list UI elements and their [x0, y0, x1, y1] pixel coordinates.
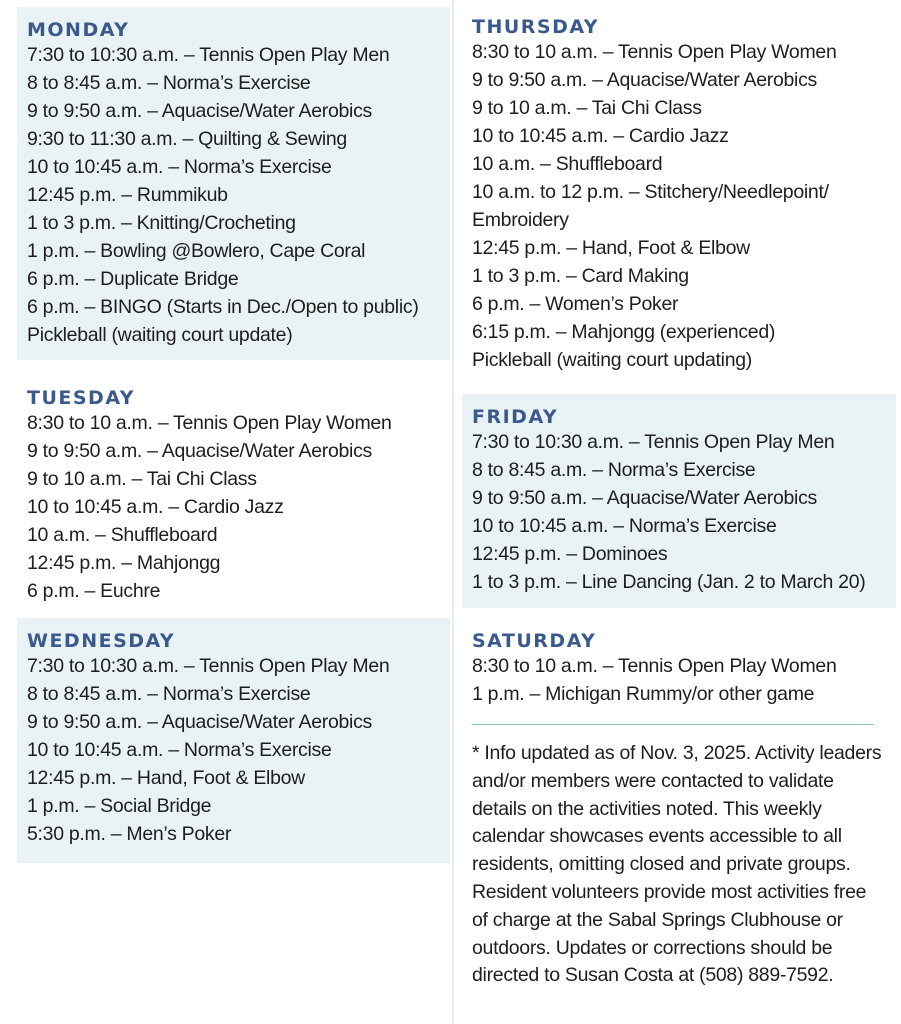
list-item: 10 a.m. to 12 p.m. – Stitchery/Needlepoint/ Embroidery — [472, 181, 829, 231]
saturday-panel — [462, 618, 892, 718]
list-item: 12:45 p.m. – Mahjongg — [27, 552, 221, 574]
list-item: 9 to 9:50 a.m. – Aquacise/Water Aerobics — [27, 711, 372, 733]
list-item: 10 to 10:45 a.m. – Cardio Jazz — [27, 496, 284, 518]
list-item: 8 to 8:45 a.m. – Norma’s Exercise — [472, 459, 756, 481]
list-item: 10 to 10:45 a.m. – Norma’s Exercise — [472, 515, 777, 537]
wednesday-panel — [17, 618, 450, 863]
monday-activity-list — [27, 41, 450, 349]
list-item: 7:30 to 10:30 a.m. – Tennis Open Play Men — [27, 655, 390, 677]
list-item: 9 to 9:50 a.m. – Aquacise/Water Aerobics — [27, 440, 372, 462]
list-item: 9 to 10 a.m. – Tai Chi Class — [472, 97, 702, 119]
list-item: 6 p.m. – Euchre — [27, 580, 161, 602]
list-item: 9 to 10 a.m. – Tai Chi Class — [27, 468, 257, 490]
list-item: 10 to 10:45 a.m. – Cardio Jazz — [472, 125, 729, 147]
saturday-activity-list — [472, 652, 892, 708]
list-item: 1 to 3 p.m. – Line Dancing (Jan. 2 to March 20) — [472, 571, 866, 593]
list-item: 1 p.m. – Michigan Rummy/or other game — [472, 683, 815, 705]
list-item: 6 p.m. – Women’s Poker — [472, 293, 679, 315]
day-title-thursday: THURSDAY — [472, 16, 600, 38]
list-item: 1 to 3 p.m. – Card Making — [472, 265, 689, 287]
list-item: 8 to 8:45 a.m. – Norma’s Exercise — [27, 683, 311, 705]
day-title-friday: FRIDAY — [472, 406, 559, 428]
list-item: 8:30 to 10 a.m. – Tennis Open Play Women — [472, 41, 837, 63]
thursday-panel — [462, 4, 892, 384]
day-title-saturday: SATURDAY — [472, 630, 597, 652]
list-item: 12:45 p.m. – Hand, Foot & Elbow — [27, 767, 305, 789]
list-item: 10 to 10:45 a.m. – Norma’s Exercise — [27, 739, 332, 761]
list-item: 8:30 to 10 a.m. – Tennis Open Play Women — [27, 412, 392, 434]
list-item: 6:15 p.m. – Mahjongg (experienced) — [472, 321, 776, 343]
list-item: 7:30 to 10:30 a.m. – Tennis Open Play Men — [27, 44, 390, 66]
tuesday-panel — [17, 375, 450, 605]
list-item: 10 to 10:45 a.m. – Norma’s Exercise — [27, 156, 332, 178]
day-title-monday: MONDAY — [27, 19, 130, 41]
tuesday-activity-list — [27, 409, 450, 605]
list-item: 12:45 p.m. – Hand, Foot & Elbow — [472, 237, 750, 259]
list-item: 8:30 to 10 a.m. – Tennis Open Play Women — [472, 655, 837, 677]
list-item: 7:30 to 10:30 a.m. – Tennis Open Play Men — [472, 431, 835, 453]
list-item: 12:45 p.m. – Dominoes — [472, 543, 668, 565]
list-item: 12:45 p.m. – Rummikub — [27, 184, 228, 206]
list-item: 1 p.m. – Social Bridge — [27, 795, 212, 817]
list-item: Pickleball (waiting court updating) — [472, 349, 752, 371]
list-item: 9 to 9:50 a.m. – Aquacise/Water Aerobics — [27, 100, 372, 122]
footnote-divider — [472, 724, 874, 725]
list-item: 10 a.m. – Shuffleboard — [472, 153, 663, 175]
list-item: 5:30 p.m. – Men’s Poker — [27, 823, 232, 845]
list-item: 1 to 3 p.m. – Knitting/Crocheting — [27, 212, 296, 234]
list-item: 9 to 9:50 a.m. – Aquacise/Water Aerobics — [472, 487, 817, 509]
list-item: 1 p.m. – Bowling @Bowlero, Cape Coral — [27, 240, 366, 262]
list-item: 8 to 8:45 a.m. – Norma’s Exercise — [27, 72, 311, 94]
list-item: Pickleball (waiting court update) — [27, 324, 293, 346]
column-divider — [452, 0, 454, 1024]
day-title-tuesday: TUESDAY — [27, 387, 135, 409]
list-item: 9 to 9:50 a.m. – Aquacise/Water Aerobics — [472, 69, 817, 91]
list-item: 6 p.m. – Duplicate Bridge — [27, 268, 239, 290]
list-item: 10 a.m. – Shuffleboard — [27, 524, 218, 546]
thursday-activity-list — [472, 38, 872, 374]
day-title-wednesday: WEDNESDAY — [27, 630, 176, 652]
friday-activity-list — [472, 428, 896, 596]
wednesday-activity-list — [27, 652, 450, 848]
list-item: 9:30 to 11:30 a.m. – Quilting & Sewing — [27, 128, 347, 150]
list-item: 6 p.m. – BINGO (Starts in Dec./Open to public) — [27, 296, 419, 318]
friday-panel — [462, 394, 896, 608]
monday-panel — [17, 7, 450, 360]
footnote-text: * Info updated as of Nov. 3, 2025. Activity leaders and/or members were contacted to validate details on the activities noted. This weekly calendar showcases events accessible to all residents, omitting closed and private groups. Resident volunteers provide most activities free of charge at the Sabal Springs Clubhouse or outdoors. Updates or corrections should be directed to Susan Costa at (508) 889-7592. — [472, 742, 882, 987]
